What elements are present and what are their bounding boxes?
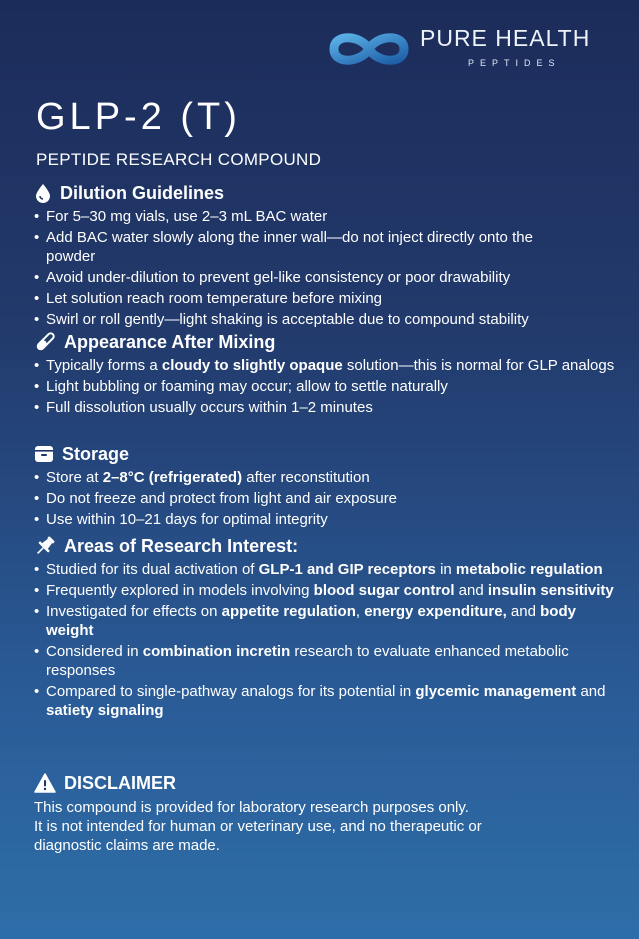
brand-name: PURE HEALTH [420, 25, 591, 51]
bold-text: body weight [46, 603, 576, 639]
text-run: Typically forms a [46, 357, 162, 374]
bold-text: glycemic management [415, 683, 577, 700]
list-item: • For 5–30 mg vials, use 2–3 mL BAC water [34, 207, 624, 226]
list-item: • Let solution reach room temperature before mixing [34, 289, 624, 308]
text-run: Compared to single-pathway analogs for its potential in [46, 683, 416, 700]
disclaimer-line: It is not intended for human or veterinary use, and no therapeutic or [34, 818, 482, 835]
list-item [34, 642, 624, 680]
list-item: • Add BAC water slowly along the inner wall—do not inject directly onto the powder [34, 228, 624, 266]
bold-text: energy expenditure, [364, 603, 507, 620]
research-heading-text: Areas of Research Interest: [64, 535, 299, 556]
text-run: solution—this is normal for GLP analogs [342, 357, 615, 374]
bold-text: combination incretin [142, 643, 291, 660]
text-run: in [435, 561, 456, 578]
list-item: • Swirl or roll gently—light shaking is acceptable due to compound stability [34, 310, 624, 329]
bold-text: metabolic regulation [455, 561, 603, 578]
text-run: Studied for its dual activation of [46, 561, 259, 578]
infinity-logo-icon [328, 25, 410, 73]
text-run: Frequently explored in models involving [46, 582, 314, 599]
pushpin-icon [34, 535, 56, 557]
text-run: Considered in [46, 643, 143, 660]
bold-text: appetite regulation [221, 603, 356, 620]
disclaimer-text [34, 798, 624, 855]
storage-list [34, 468, 624, 529]
storage-box-icon [34, 445, 54, 463]
disclaimer-line: diagnostic claims are made. [34, 837, 220, 854]
text-run: Investigated for effects on [46, 603, 222, 620]
list-item: • Do not freeze and protect from light and air exposure [34, 489, 624, 508]
bold-text: blood sugar control [313, 582, 455, 599]
appearance-heading-text: Appearance After Mixing [64, 331, 276, 352]
disclaimer-heading [34, 771, 624, 795]
text-run: , [355, 603, 365, 620]
list-item: • Light bubbling or foaming may occur; allow to settle naturally [34, 377, 624, 396]
bold-text: insulin sensitivity [487, 582, 614, 599]
list-item [34, 560, 624, 579]
disclaimer-line: This compound is provided for laboratory research purposes only. [34, 799, 469, 816]
dilution-list [34, 207, 624, 329]
bold-text: 2–8°C (refrigerated) [102, 469, 243, 486]
bold-text: GLP-1 and GIP receptors [258, 561, 436, 578]
bold-text: satiety signaling [46, 702, 164, 719]
text-run: after reconstitution [242, 469, 370, 486]
dilution-section [34, 181, 624, 331]
text-run: and [454, 582, 488, 599]
text-run: Store at [46, 469, 103, 486]
appearance-heading [34, 330, 624, 354]
bold-text: cloudy to slightly opaque [161, 357, 343, 374]
disclaimer-heading-text: DISCLAIMER [64, 772, 176, 793]
page-title: GLP-2 (T) [36, 96, 241, 138]
list-item [34, 581, 624, 600]
text-run: research to evaluate enhanced metabolic responses [46, 643, 569, 679]
warning-icon [34, 773, 56, 793]
brand-subtitle: PEPTIDES [468, 58, 561, 68]
brand-logo [328, 25, 618, 75]
list-item: • Avoid under-dilution to prevent gel-like consistency or poor drawability [34, 268, 624, 287]
research-list [34, 560, 624, 720]
dilution-heading-text: Dilution Guidelines [60, 182, 225, 203]
storage-heading-text: Storage [62, 443, 130, 464]
text-run: and [576, 683, 606, 700]
text-run: and [506, 603, 541, 620]
storage-heading [34, 442, 624, 466]
list-item: • Use within 10–21 days for optimal integrity [34, 510, 624, 529]
droplet-icon [34, 183, 52, 203]
dilution-heading [34, 181, 624, 205]
appearance-section [34, 330, 624, 419]
storage-section [34, 442, 624, 531]
test-tube-icon [34, 332, 56, 352]
list-item [34, 356, 624, 375]
page-subtitle: PEPTIDE RESEARCH COMPOUND [36, 150, 322, 169]
list-item: • Full dissolution usually occurs within 1–2 minutes [34, 398, 624, 417]
appearance-list [34, 356, 624, 417]
list-item [34, 682, 624, 720]
research-section [34, 534, 624, 722]
research-heading [34, 534, 624, 558]
list-item [34, 602, 624, 640]
disclaimer-section [34, 771, 624, 855]
list-item [34, 468, 624, 487]
